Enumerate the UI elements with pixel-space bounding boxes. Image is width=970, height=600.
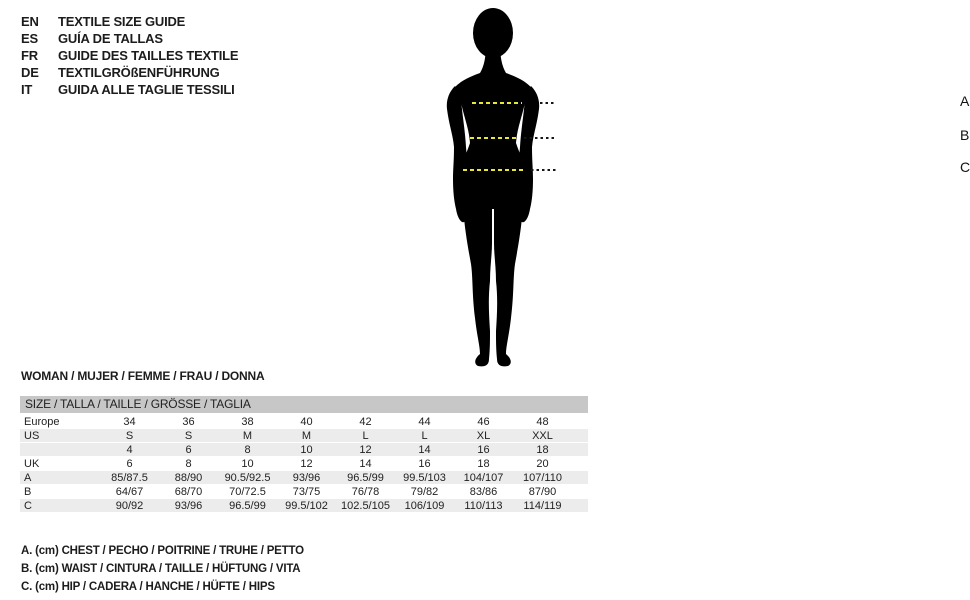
size-cell: 110/113 [464,500,503,512]
legend-line: A. (cm) CHEST / PECHO / POITRINE / TRUHE / PETTO [21,545,304,557]
size-cell: 107/110 [523,472,562,484]
table-row [20,415,588,429]
size-cell: 73/75 [292,486,321,498]
figure-panel [400,0,970,380]
woman-silhouette [400,2,600,380]
size-cell: 114/119 [523,500,562,512]
size-cell: 8 [185,458,192,470]
size-cell: 42 [359,416,372,428]
size-cell: 99.5/103 [403,472,446,484]
size-cell: 99.5/102 [285,500,328,512]
size-cell: 64/67 [115,486,144,498]
size-cell: 90/92 [115,500,144,512]
size-cell: 10 [241,458,254,470]
size-cell: L [362,430,369,442]
size-cell: 16 [418,458,431,470]
size-cell: 70/72.5 [229,486,266,498]
size-cell: 96.5/99 [229,500,266,512]
size-cell: 40 [300,416,313,428]
language-code: FR [21,48,38,63]
row-label: B [24,486,32,498]
silhouette-leg-right [494,188,524,366]
size-cell: 76/78 [351,486,380,498]
language-label: GUIDA ALLE TAGLIE TESSILI [58,82,235,97]
language-label: TEXTILGRÖßENFÜHRUNG [58,65,220,80]
row-label: Europe [24,416,60,428]
size-cell: 4 [126,444,133,456]
size-cell: 18 [536,444,549,456]
table-row [20,499,588,513]
language-label: GUIDE DES TAILLES TEXTILE [58,48,239,63]
size-cell: 6 [126,458,133,470]
size-cell: 87/90 [528,486,557,498]
size-cell: 46 [477,416,490,428]
size-cell: S [184,430,193,442]
size-cell: 14 [359,458,372,470]
size-cell: XXL [532,430,553,442]
size-table-rows [20,415,588,513]
size-cell: 34 [123,416,136,428]
language-code: ES [21,31,38,46]
size-cell: 12 [300,458,313,470]
table-row [20,457,588,471]
size-cell: M [242,430,253,442]
size-cell: 44 [418,416,431,428]
size-cell: 48 [536,416,549,428]
size-cell: XL [476,430,491,442]
marker-label-waist: B [960,127,970,143]
size-cell: 106/109 [404,500,445,512]
language-code: EN [21,14,39,29]
marker-label-hip: C [960,159,970,175]
size-cell: S [125,430,134,442]
table-row [20,485,588,499]
language-label: GUÍA DE TALLAS [58,31,163,46]
size-cell: 68/70 [174,486,203,498]
size-cell: L [421,430,428,442]
gender-heading: WOMAN / MUJER / FEMME / FRAU / DONNA [21,369,265,383]
size-cell: M [301,430,312,442]
size-table [20,396,588,513]
size-cell: 102.5/105 [341,500,390,512]
language-code: DE [21,65,39,80]
language-item [21,47,238,64]
size-cell: 14 [418,444,431,456]
row-label: US [24,430,40,442]
silhouette-body [447,8,539,366]
row-label: C [24,500,32,512]
size-cell: 88/90 [174,472,203,484]
size-cell: 12 [359,444,372,456]
size-cell: 6 [185,444,192,456]
size-cell: 93/96 [292,472,321,484]
language-item [21,81,238,98]
size-cell: 79/82 [410,486,439,498]
size-cell: 38 [241,416,254,428]
size-cell: 90.5/92.5 [224,472,271,484]
language-item [21,13,238,30]
language-item [21,64,238,81]
language-label: TEXTILE SIZE GUIDE [58,14,186,29]
language-list [21,13,238,98]
table-row [20,471,588,485]
size-cell: 18 [477,458,490,470]
size-cell: 93/96 [174,500,203,512]
size-cell: 36 [182,416,195,428]
size-cell: 20 [536,458,549,470]
row-label [20,443,100,456]
size-cell: 83/86 [469,486,498,498]
legend-line: B. (cm) WAIST / CINTURA / TAILLE / HÜFTUNG / VITA [21,563,301,575]
language-item [21,30,238,47]
size-cell: 104/107 [463,472,504,484]
table-row [20,429,588,443]
silhouette-leg-left [462,188,492,366]
size-cell: 85/87.5 [111,472,148,484]
size-table-header: SIZE / TALLA / TAILLE / GRÖSSE / TAGLIA [20,396,588,413]
size-cell: 8 [244,444,251,456]
size-cell: 10 [300,444,313,456]
row-label: A [24,472,32,484]
language-code: IT [21,82,33,97]
marker-label-chest: A [960,93,970,109]
legend-line: C. (cm) HIP / CADERA / HANCHE / HÜFTE / HIPS [21,581,275,593]
size-cell: 16 [477,444,490,456]
measurement-legend [21,542,304,596]
size-cell: 96.5/99 [347,472,384,484]
table-row [20,443,588,457]
row-label: UK [24,458,40,470]
